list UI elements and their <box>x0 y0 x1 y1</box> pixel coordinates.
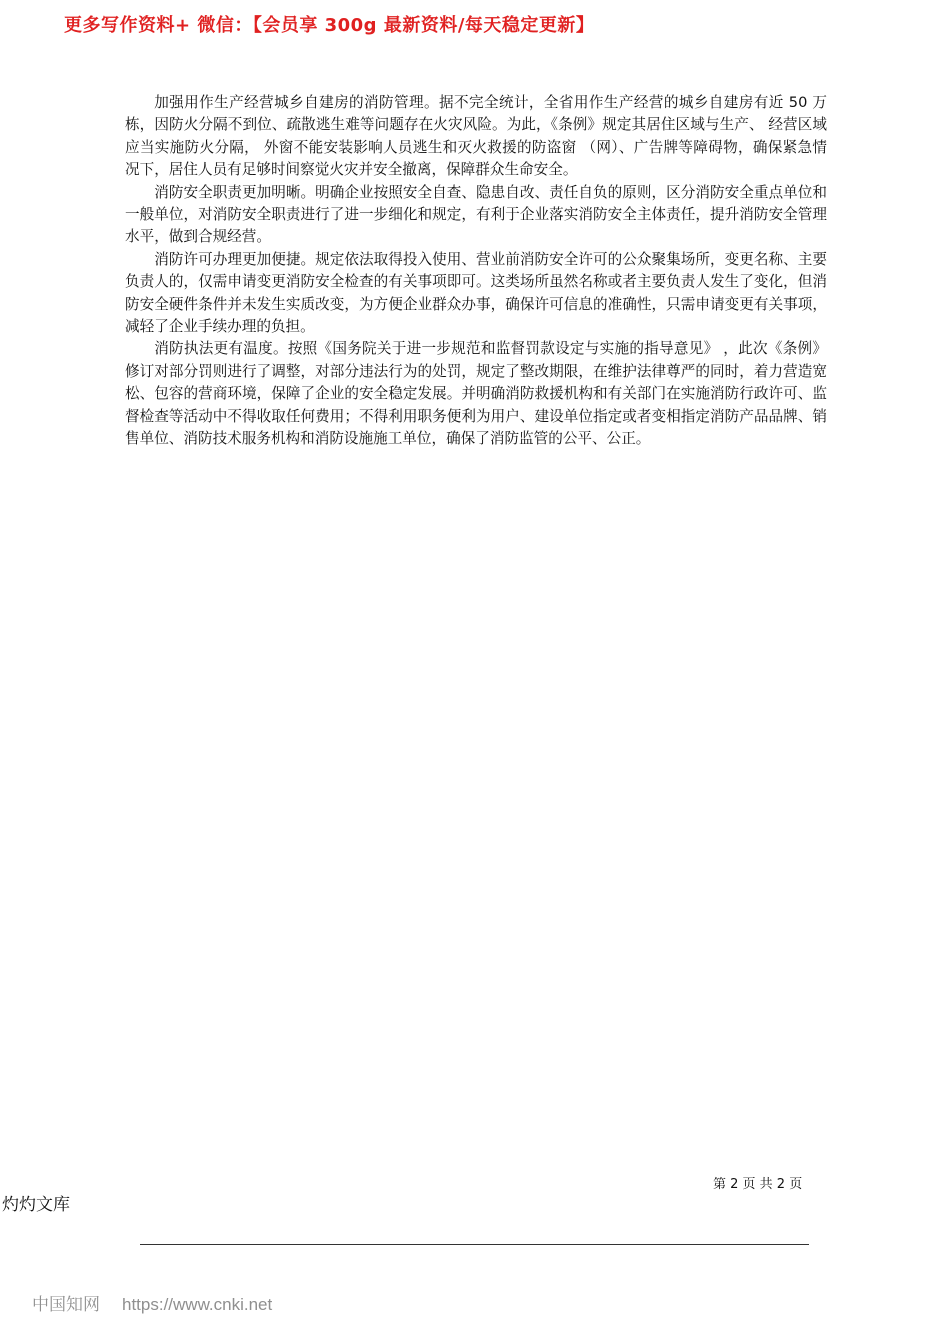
footer-divider <box>140 1244 809 1245</box>
document-body <box>125 92 827 451</box>
page-number: 第 2 页 共 2 页 <box>713 1177 803 1192</box>
watermark-url: https://www.cnki.net <box>122 1295 273 1314</box>
paragraph-self-built-housing: 加强用作生产经营城乡自建房的消防管理。据不完全统计，全省用作生产经营的城乡自建房有近 50 万栋，因防火分隔不到位、疏散逃生难等问题存在火灾风险。为此，《条例》规定其居住区域与生产、 经营区域应当实施防火分隔， 外窗不能安装影响人员逃生和灭火救援的防盗窗 （网）、广告牌等障碍物，确保紧急情况下，居住人员有足够时间察觉火灾并安全撤离，保障群众生命安全。 <box>125 94 827 179</box>
source-watermark <box>32 1293 272 1317</box>
paragraph-safety-responsibility: 消防安全职责更加明晰。明确企业按照安全自查、隐患自改、责任自负的原则，区分消防安全重点单位和一般单位，对消防安全职责进行了进一步细化和规定，有利于企业落实消防安全主体责任，提升消防安全管理水平，做到合规经营。 <box>125 183 827 246</box>
paragraph-permit-process: 消防许可办理更加便捷。规定依法取得投入使用、营业前消防安全许可的公众聚集场所，变更名称、主要负责人的，仅需申请变更消防安全检查的有关事项即可。这类场所虽然名称或者主要负责人发生了变化，但消防安全硬件条件并未发生实质改变，为方便企业群众办事，确保许可信息的准确性，只需申请变更有关事项，减轻了企业手续办理的负担。 <box>125 250 827 336</box>
paragraph-law-enforcement: 消防执法更有温度。按照《国务院关于进一步规范和监督罚款设定与实施的指导意见》 ，此次《条例》修订对部分罚则进行了调整，对部分违法行为的处罚，规定了整改期限，在维护法律尊严的同时，着力营造宽松、包容的营商环境，保障了企业的安全稳定发展。并明确消防救援机构和有关部门在实施消防行政许可、监督检查等活动中不得收取任何费用；不得利用职务便利为用户、建设单位指定或者变相指定消防产品品牌、销售单位、消防技术服务机构和消防设施施工单位，确保了消防监管的公平、公正。 <box>125 340 827 448</box>
promo-banner: 更多写作资料+ 微信：【会员享 300g 最新资料/每天稳定更新】 <box>64 15 595 36</box>
library-name: 灼灼文库 <box>2 1195 70 1215</box>
watermark-name: 中国知网 <box>32 1295 100 1314</box>
